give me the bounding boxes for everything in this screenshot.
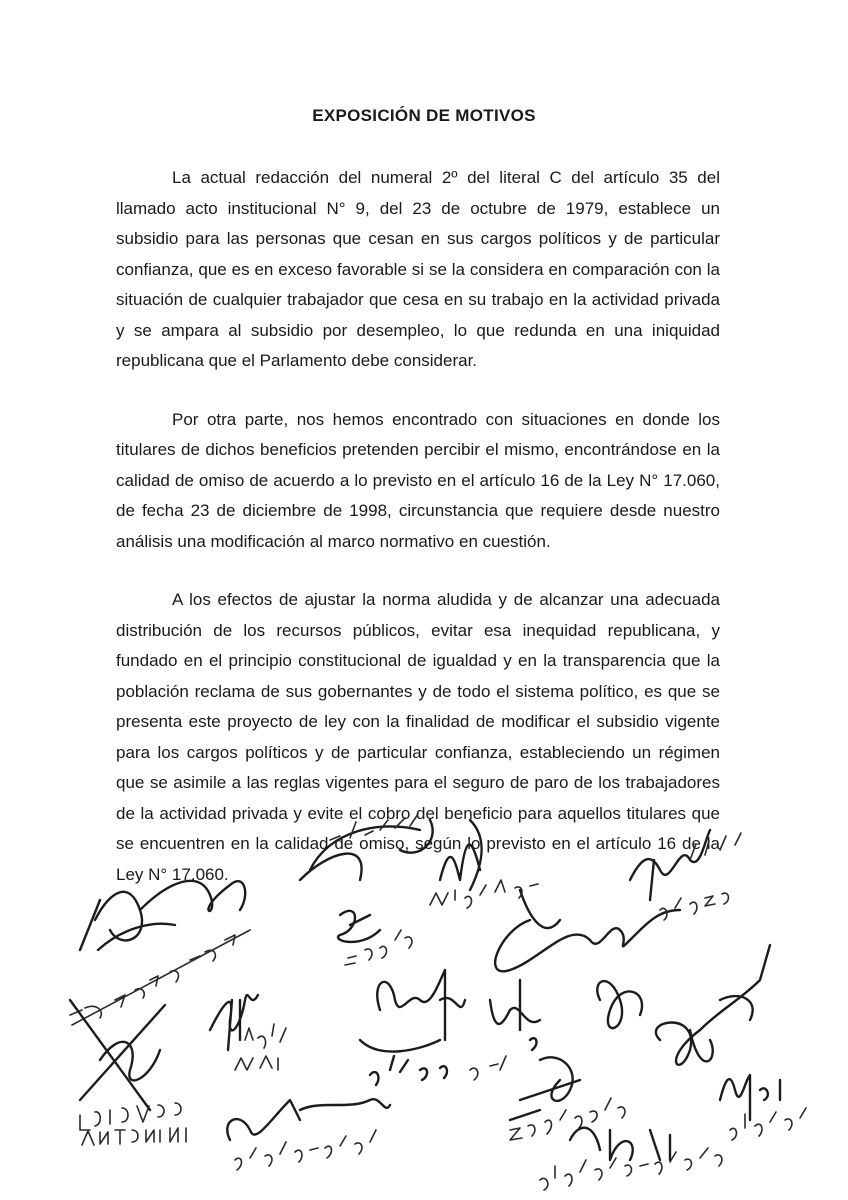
signature-12: [540, 1128, 722, 1190]
signature-11: [720, 1075, 806, 1140]
paragraph-1: La actual redacción del numeral 2º del literal C del artículo 35 del llamado acto institucional N° 9, del 23 de octubre de 1979, establece un subsidio para las personas que cesan en sus cargos políticos y de particular confianza, que es en exceso favorable si se la considera en comparación con la situación de cualquier trabajador que cesa en su trabajo en la actividad privada y se ampara al subsidio por desempleo, lo que redunda en una iniquidad republicana que el Parlamento debe considerar.: [116, 168, 720, 370]
signature-3: [210, 995, 286, 1070]
signature-2: [70, 1000, 186, 1145]
signature-4: [300, 814, 433, 965]
handwritten-signatures: [0, 800, 848, 1200]
paragraph-3: A los efectos de ajustar la norma aludida y de alcanzar una adecuada distribución de los recursos públicos, evitar esa inequidad republicana, y fundado en el principio constitucional de igualdad y en la transparencia que la población reclama de sus gobernantes y de todo el sistema político, es que se presenta este proyecto de ley con la finalidad de modificar el subsidio vigente para los cargos políticos y de particular confianza, estableciendo un régimen que se asimile a las reglas vigentes para el seguro de paro de los trabajadores de la actividad privada y evite el cobro del beneficio para aquellos titulares que se encuentren en la calidad de omiso, según lo previsto en el artículo 16 de la Ley N° 17.060.: [116, 590, 720, 884]
signature-6: [495, 890, 680, 971]
signatures-block: [0, 800, 848, 1200]
signature-10: [630, 830, 741, 920]
signature-7: [360, 970, 540, 1085]
signature-1: [80, 881, 245, 950]
signature-8: [510, 1057, 625, 1140]
signature-9: [597, 945, 770, 1065]
paragraph-2: Por otra parte, nos hemos encontrado con situaciones en donde los titulares de dichos beneficios pretenden percibir el mismo, encontrándose en la calidad de omiso de acuerdo a lo previsto en el artículo 16 de la Ley N° 17.060, de fecha 23 de diciembre de 1998, circunstancia que requiere desde nuestro análisis una modificación al marco normativo en cuestión.: [116, 409, 720, 551]
document-title: EXPOSICIÓN DE MOTIVOS: [312, 106, 536, 125]
signature-13: [227, 1099, 390, 1170]
